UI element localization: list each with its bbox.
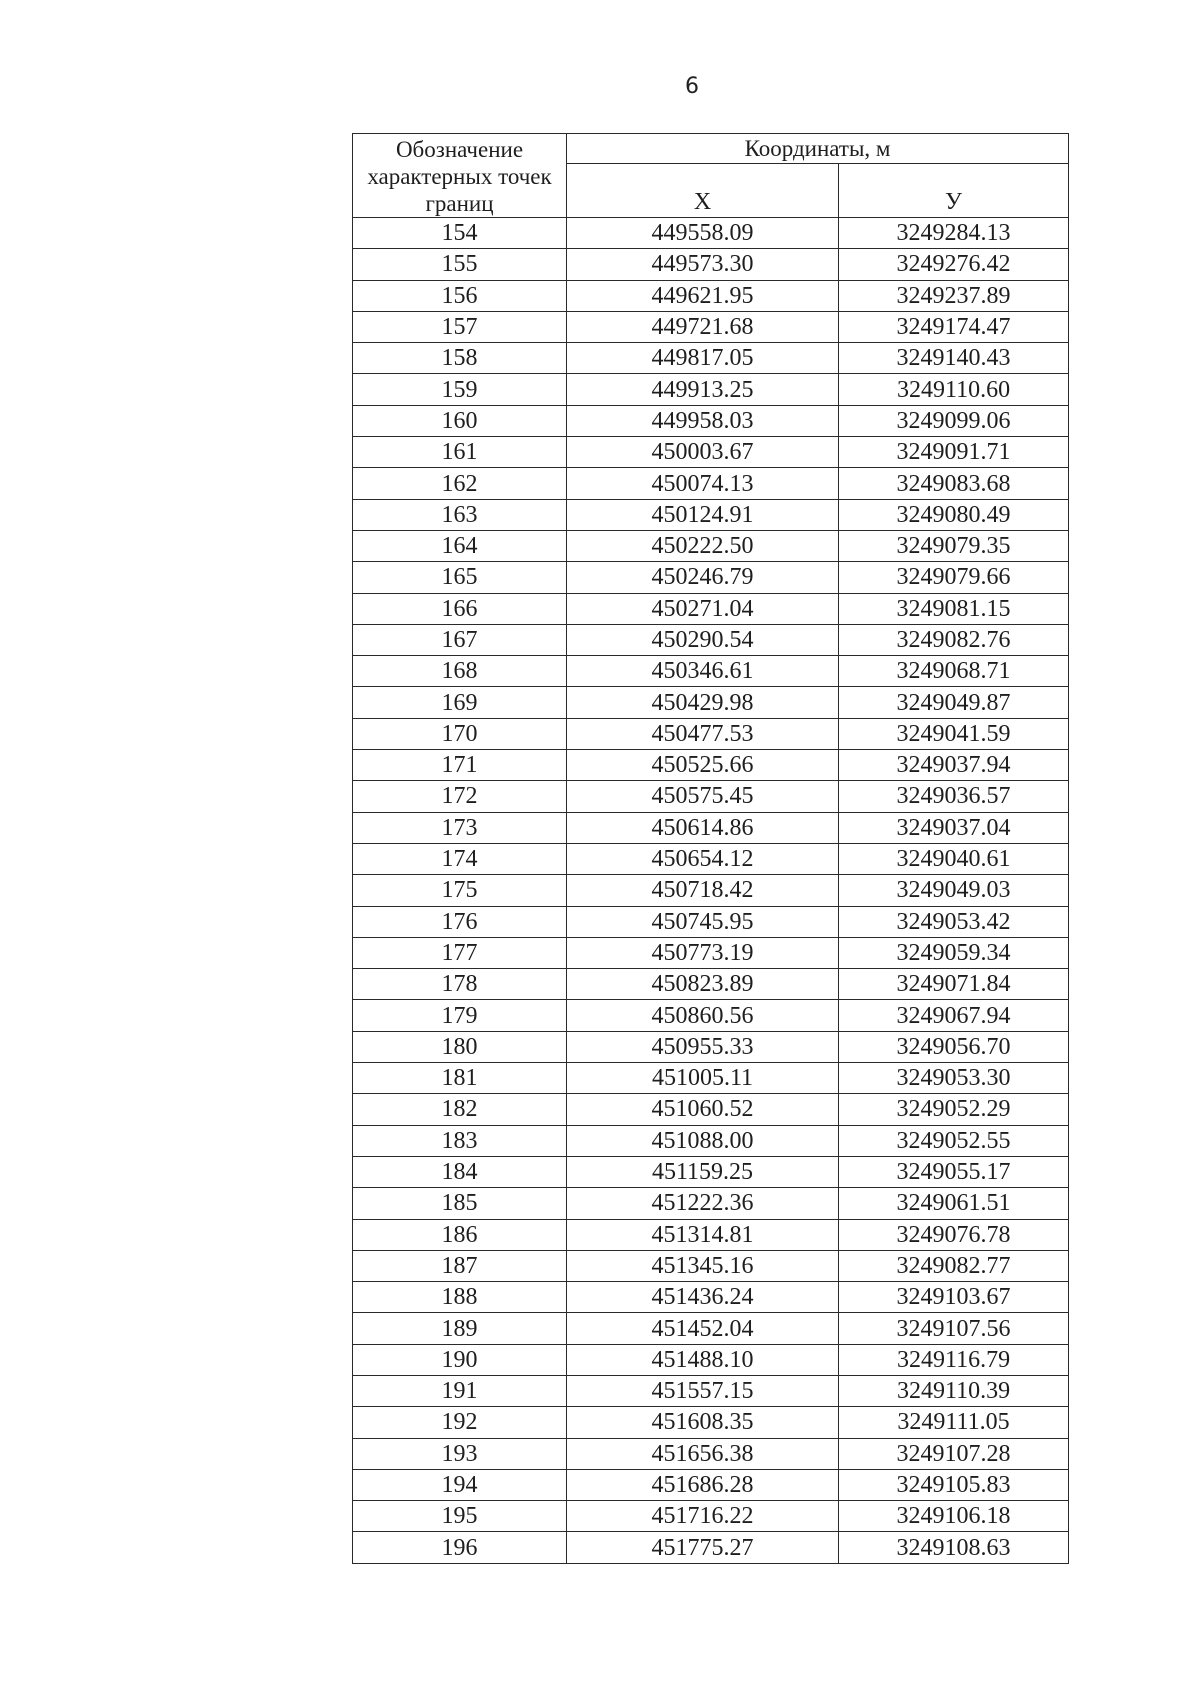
point-id-cell: 172 <box>353 781 567 812</box>
x-coordinate-cell: 451488.10 <box>567 1344 839 1375</box>
x-coordinate-cell: 450955.33 <box>567 1031 839 1062</box>
y-coordinate-cell: 3249174.47 <box>839 311 1069 342</box>
table-row <box>353 1125 1069 1156</box>
y-coordinate-cell: 3249037.94 <box>839 750 1069 781</box>
point-id-cell: 158 <box>353 343 567 374</box>
x-coordinate-cell: 451222.36 <box>567 1188 839 1219</box>
y-coordinate-cell: 3249059.34 <box>839 937 1069 968</box>
header-coordinates: Координаты, м <box>567 134 1069 164</box>
y-coordinate-cell: 3249082.77 <box>839 1250 1069 1281</box>
x-coordinate-cell: 450718.42 <box>567 875 839 906</box>
y-coordinate-cell: 3249036.57 <box>839 781 1069 812</box>
y-coordinate-cell: 3249052.29 <box>839 1094 1069 1125</box>
table-row <box>353 843 1069 874</box>
y-coordinate-cell: 3249049.03 <box>839 875 1069 906</box>
x-coordinate-cell: 451656.38 <box>567 1438 839 1469</box>
x-coordinate-cell: 450654.12 <box>567 843 839 874</box>
y-coordinate-cell: 3249106.18 <box>839 1501 1069 1532</box>
point-id-cell: 162 <box>353 468 567 499</box>
x-coordinate-cell: 451060.52 <box>567 1094 839 1125</box>
point-id-cell: 189 <box>353 1313 567 1344</box>
point-id-cell: 183 <box>353 1125 567 1156</box>
x-coordinate-cell: 451608.35 <box>567 1407 839 1438</box>
header-x: X <box>567 164 839 218</box>
table-row <box>353 280 1069 311</box>
table-row <box>353 750 1069 781</box>
table-row <box>353 530 1069 561</box>
point-id-cell: 188 <box>353 1282 567 1313</box>
point-id-cell: 159 <box>353 374 567 405</box>
point-id-cell: 191 <box>353 1375 567 1406</box>
point-id-cell: 190 <box>353 1344 567 1375</box>
table-row <box>353 687 1069 718</box>
y-coordinate-cell: 3249284.13 <box>839 218 1069 249</box>
y-coordinate-cell: 3249110.60 <box>839 374 1069 405</box>
point-id-cell: 186 <box>353 1219 567 1250</box>
y-coordinate-cell: 3249055.17 <box>839 1156 1069 1187</box>
table-row <box>353 1438 1069 1469</box>
y-coordinate-cell: 3249068.71 <box>839 656 1069 687</box>
y-coordinate-cell: 3249082.76 <box>839 624 1069 655</box>
table-row <box>353 875 1069 906</box>
x-coordinate-cell: 450003.67 <box>567 437 839 468</box>
table-row <box>353 593 1069 624</box>
x-coordinate-cell: 451159.25 <box>567 1156 839 1187</box>
table-row <box>353 405 1069 436</box>
point-id-cell: 192 <box>353 1407 567 1438</box>
y-coordinate-cell: 3249108.63 <box>839 1532 1069 1563</box>
table-row <box>353 718 1069 749</box>
x-coordinate-cell: 450525.66 <box>567 750 839 781</box>
table-row <box>353 1407 1069 1438</box>
x-coordinate-cell: 450271.04 <box>567 593 839 624</box>
table-row <box>353 1469 1069 1500</box>
table-row <box>353 1063 1069 1094</box>
table-row <box>353 1313 1069 1344</box>
x-coordinate-cell: 450290.54 <box>567 624 839 655</box>
point-id-cell: 181 <box>353 1063 567 1094</box>
y-coordinate-cell: 3249071.84 <box>839 969 1069 1000</box>
point-id-cell: 156 <box>353 280 567 311</box>
page-number: 6 <box>685 74 699 99</box>
point-id-cell: 157 <box>353 311 567 342</box>
point-id-cell: 178 <box>353 969 567 1000</box>
point-id-cell: 196 <box>353 1532 567 1563</box>
table-row <box>353 1250 1069 1281</box>
x-coordinate-cell: 449817.05 <box>567 343 839 374</box>
point-id-cell: 165 <box>353 562 567 593</box>
point-id-cell: 163 <box>353 499 567 530</box>
table-row <box>353 218 1069 249</box>
y-coordinate-cell: 3249099.06 <box>839 405 1069 436</box>
x-coordinate-cell: 450429.98 <box>567 687 839 718</box>
table-row <box>353 1094 1069 1125</box>
y-coordinate-cell: 3249067.94 <box>839 1000 1069 1031</box>
point-id-cell: 174 <box>353 843 567 874</box>
y-coordinate-cell: 3249049.87 <box>839 687 1069 718</box>
x-coordinate-cell: 451716.22 <box>567 1501 839 1532</box>
y-coordinate-cell: 3249080.49 <box>839 499 1069 530</box>
table-row <box>353 249 1069 280</box>
point-id-cell: 166 <box>353 593 567 624</box>
y-coordinate-cell: 3249079.35 <box>839 530 1069 561</box>
table-row <box>353 1282 1069 1313</box>
table-row <box>353 499 1069 530</box>
y-coordinate-cell: 3249053.42 <box>839 906 1069 937</box>
x-coordinate-cell: 451452.04 <box>567 1313 839 1344</box>
table-row <box>353 937 1069 968</box>
x-coordinate-cell: 450246.79 <box>567 562 839 593</box>
x-coordinate-cell: 449913.25 <box>567 374 839 405</box>
point-id-cell: 171 <box>353 750 567 781</box>
y-coordinate-cell: 3249061.51 <box>839 1188 1069 1219</box>
y-coordinate-cell: 3249041.59 <box>839 718 1069 749</box>
point-id-cell: 194 <box>353 1469 567 1500</box>
x-coordinate-cell: 449721.68 <box>567 311 839 342</box>
x-coordinate-cell: 451557.15 <box>567 1375 839 1406</box>
y-coordinate-cell: 3249237.89 <box>839 280 1069 311</box>
point-id-cell: 177 <box>353 937 567 968</box>
table-row <box>353 906 1069 937</box>
point-id-cell: 180 <box>353 1031 567 1062</box>
y-coordinate-cell: 3249056.70 <box>839 1031 1069 1062</box>
point-id-cell: 187 <box>353 1250 567 1281</box>
point-id-cell: 164 <box>353 530 567 561</box>
y-coordinate-cell: 3249105.83 <box>839 1469 1069 1500</box>
header-point-designation: Обозначение характерных точек границ <box>353 134 567 218</box>
x-coordinate-cell: 451005.11 <box>567 1063 839 1094</box>
x-coordinate-cell: 450773.19 <box>567 937 839 968</box>
point-id-cell: 169 <box>353 687 567 718</box>
y-coordinate-cell: 3249081.15 <box>839 593 1069 624</box>
x-coordinate-cell: 450477.53 <box>567 718 839 749</box>
table-row <box>353 1156 1069 1187</box>
y-coordinate-cell: 3249091.71 <box>839 437 1069 468</box>
table-header <box>353 134 1069 218</box>
x-coordinate-cell: 450823.89 <box>567 969 839 1000</box>
point-id-cell: 170 <box>353 718 567 749</box>
table-row <box>353 468 1069 499</box>
x-coordinate-cell: 451314.81 <box>567 1219 839 1250</box>
table-row <box>353 562 1069 593</box>
y-coordinate-cell: 3249110.39 <box>839 1375 1069 1406</box>
point-id-cell: 167 <box>353 624 567 655</box>
y-coordinate-cell: 3249052.55 <box>839 1125 1069 1156</box>
y-coordinate-cell: 3249276.42 <box>839 249 1069 280</box>
coordinates-table <box>352 133 1069 1564</box>
table-row <box>353 1219 1069 1250</box>
point-id-cell: 154 <box>353 218 567 249</box>
point-id-cell: 173 <box>353 812 567 843</box>
table-body <box>353 218 1069 1564</box>
x-coordinate-cell: 450222.50 <box>567 530 839 561</box>
point-id-cell: 155 <box>353 249 567 280</box>
x-coordinate-cell: 450074.13 <box>567 468 839 499</box>
point-id-cell: 195 <box>353 1501 567 1532</box>
y-coordinate-cell: 3249140.43 <box>839 343 1069 374</box>
header-y: У <box>839 164 1069 218</box>
x-coordinate-cell: 449958.03 <box>567 405 839 436</box>
y-coordinate-cell: 3249053.30 <box>839 1063 1069 1094</box>
x-coordinate-cell: 450745.95 <box>567 906 839 937</box>
y-coordinate-cell: 3249079.66 <box>839 562 1069 593</box>
x-coordinate-cell: 449573.30 <box>567 249 839 280</box>
x-coordinate-cell: 451345.16 <box>567 1250 839 1281</box>
table-row <box>353 781 1069 812</box>
y-coordinate-cell: 3249103.67 <box>839 1282 1069 1313</box>
table-row <box>353 1344 1069 1375</box>
table-row <box>353 624 1069 655</box>
point-id-cell: 182 <box>353 1094 567 1125</box>
table-row <box>353 374 1069 405</box>
table-row <box>353 1031 1069 1062</box>
point-id-cell: 184 <box>353 1156 567 1187</box>
point-id-cell: 161 <box>353 437 567 468</box>
point-id-cell: 160 <box>353 405 567 436</box>
y-coordinate-cell: 3249107.56 <box>839 1313 1069 1344</box>
table-row <box>353 1188 1069 1219</box>
x-coordinate-cell: 450614.86 <box>567 812 839 843</box>
point-id-cell: 168 <box>353 656 567 687</box>
x-coordinate-cell: 450346.61 <box>567 656 839 687</box>
x-coordinate-cell: 451686.28 <box>567 1469 839 1500</box>
table-row <box>353 812 1069 843</box>
table-row <box>353 656 1069 687</box>
table-row <box>353 1532 1069 1563</box>
y-coordinate-cell: 3249107.28 <box>839 1438 1069 1469</box>
point-id-cell: 176 <box>353 906 567 937</box>
y-coordinate-cell: 3249111.05 <box>839 1407 1069 1438</box>
x-coordinate-cell: 451775.27 <box>567 1532 839 1563</box>
table-row <box>353 311 1069 342</box>
table-row <box>353 343 1069 374</box>
table-row <box>353 1375 1069 1406</box>
point-id-cell: 185 <box>353 1188 567 1219</box>
y-coordinate-cell: 3249116.79 <box>839 1344 1069 1375</box>
point-id-cell: 179 <box>353 1000 567 1031</box>
y-coordinate-cell: 3249076.78 <box>839 1219 1069 1250</box>
x-coordinate-cell: 449621.95 <box>567 280 839 311</box>
table-row <box>353 1000 1069 1031</box>
x-coordinate-cell: 450860.56 <box>567 1000 839 1031</box>
x-coordinate-cell: 449558.09 <box>567 218 839 249</box>
table-row <box>353 969 1069 1000</box>
point-id-cell: 193 <box>353 1438 567 1469</box>
point-id-cell: 175 <box>353 875 567 906</box>
x-coordinate-cell: 451088.00 <box>567 1125 839 1156</box>
x-coordinate-cell: 451436.24 <box>567 1282 839 1313</box>
y-coordinate-cell: 3249083.68 <box>839 468 1069 499</box>
y-coordinate-cell: 3249037.04 <box>839 812 1069 843</box>
table-row <box>353 437 1069 468</box>
table-row <box>353 1501 1069 1532</box>
y-coordinate-cell: 3249040.61 <box>839 843 1069 874</box>
x-coordinate-cell: 450575.45 <box>567 781 839 812</box>
x-coordinate-cell: 450124.91 <box>567 499 839 530</box>
